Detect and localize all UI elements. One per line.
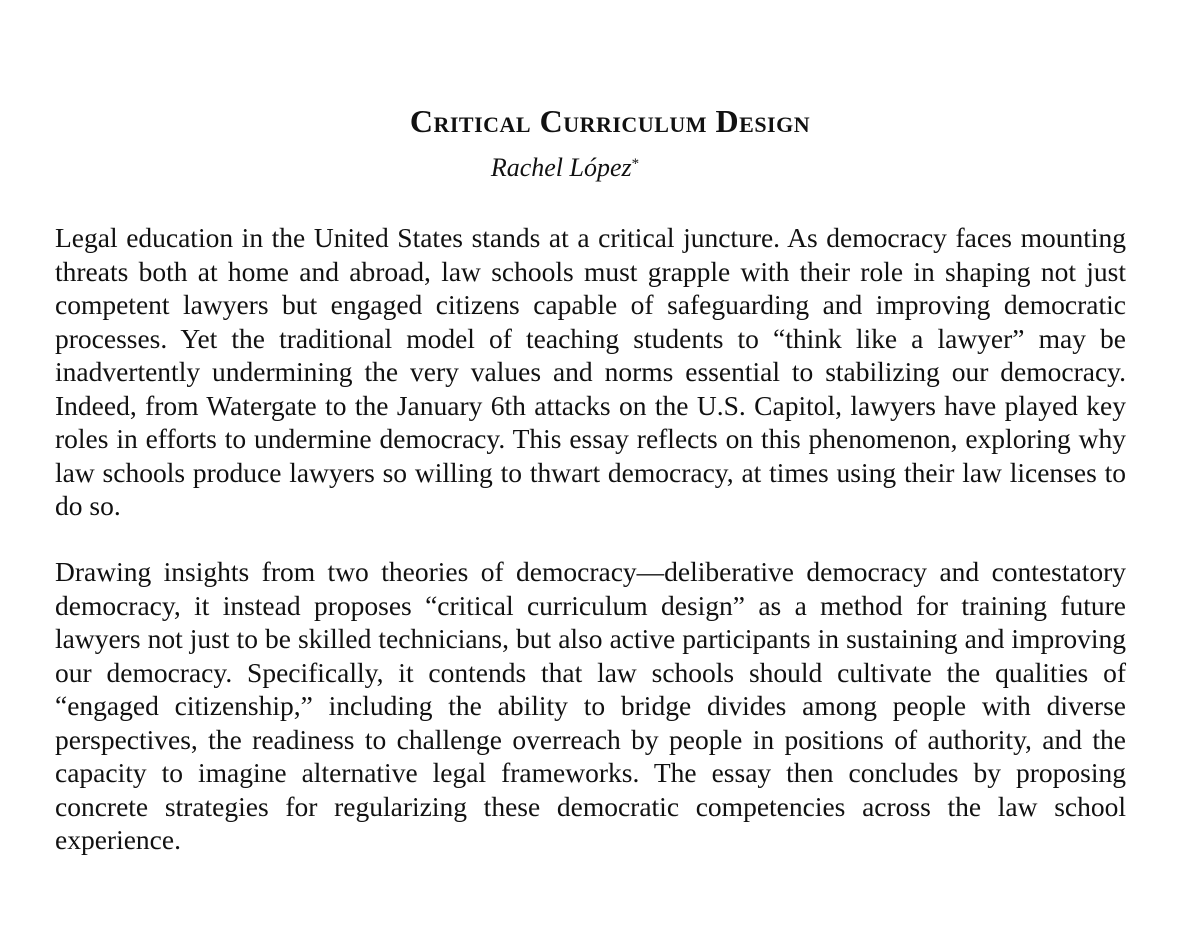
essay-title: Critical Curriculum Design bbox=[409, 103, 811, 140]
abstract-paragraph-1: Legal education in the United States stands at a critical juncture. As democracy faces mounting threats both at home and abroad, law schools must grapple with their role in shaping not just competent lawyers but engaged citizens capable of safeguarding and improving democratic processes. Yet the traditional model of teaching students to “think like a lawyer” may be inadvertently undermining the very values and norms essential to stabilizing our democracy. Indeed, from Watergate to the January 6th attacks on the U.S. Capitol, lawyers have played key roles in efforts to undermine democracy. This essay reflects on this phenomenon, exploring why law schools produce lawyers so willing to thwart democracy, at times using their law licenses to do so. bbox=[55, 222, 1126, 521]
author-byline bbox=[0, 150, 1130, 186]
abstract-paragraph-2: Drawing insights from two theories of democracy—deliberative democracy and contestatory democracy, it instead proposes “critical curriculum design” as a method for training future lawyers not just to be skilled technicians, but also active participants in sustaining and improving our democracy. Specifically, it contends that law schools should cultivate the qualities of “engaged citizenship,” including the ability to bridge divides among people with diverse perspectives, the readiness to challenge overreach by people in positions of authority, and the capacity to imagine alternative legal frameworks. The essay then concludes by proposing concrete strategies for regularizing these democratic competencies across the law school experience. bbox=[55, 556, 1126, 855]
author-footnote-marker[interactable]: * bbox=[631, 156, 640, 172]
author-name: Rachel López bbox=[490, 153, 632, 182]
